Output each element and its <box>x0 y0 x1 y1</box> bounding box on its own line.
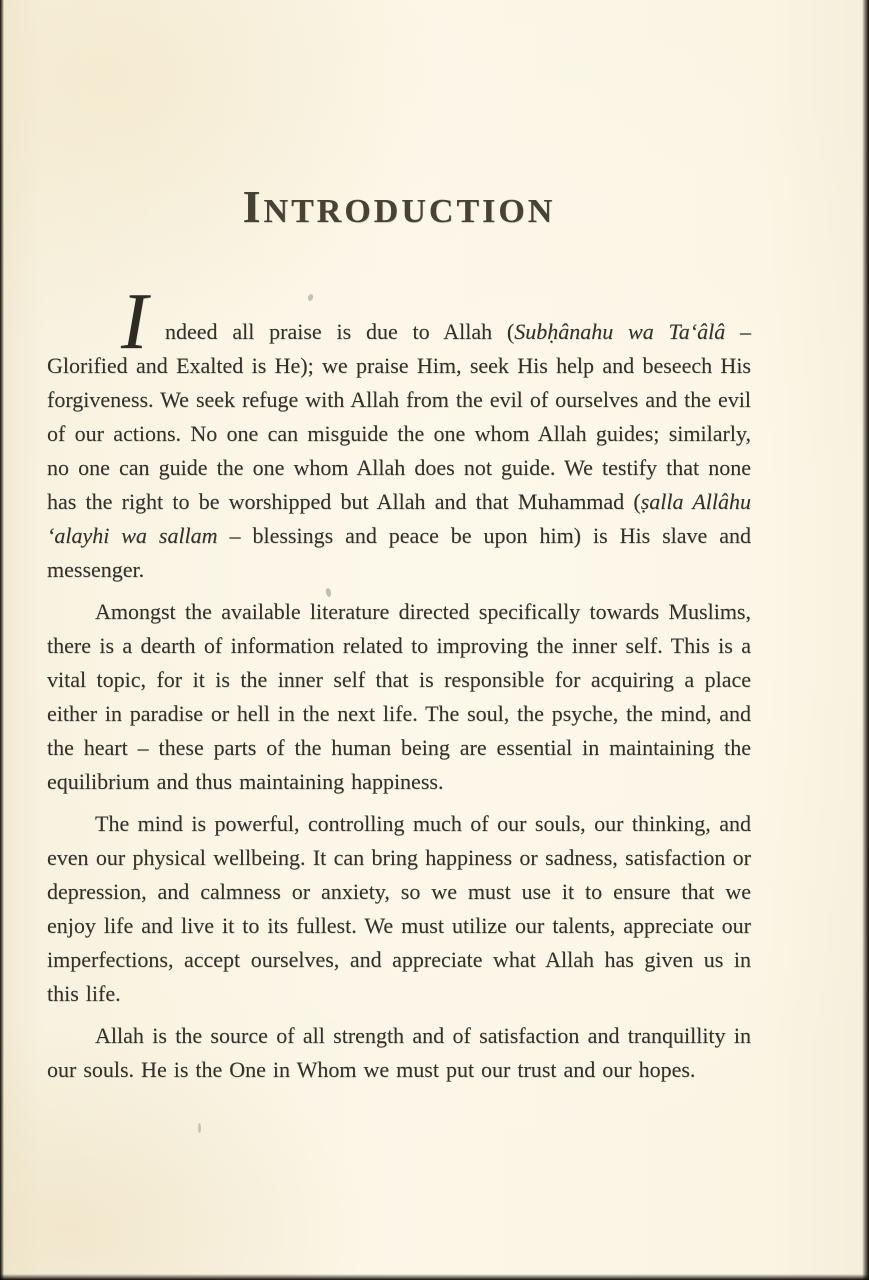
transliteration-italic: ṣalla Allâhu ‘alayhi wa sallam <box>47 489 751 548</box>
page-body <box>47 278 752 1087</box>
scan-edge-right <box>862 0 869 1280</box>
drop-cap: I <box>121 278 148 366</box>
body-text-segment: ndeed all praise is due to Allah ( <box>165 319 515 344</box>
body-text-segment: Allah is the source of all strength and of satisfaction and tranquillity in our souls. He is the One in Whom we must put our trust and our hopes. <box>47 1023 751 1082</box>
body-text-segment: – blessings and peace be upon him) is His slave and messenger. <box>47 523 751 582</box>
page-content <box>47 0 751 1095</box>
paragraph <box>47 595 751 799</box>
transliteration-italic: Subḥânahu wa Ta‘âlâ <box>514 319 726 344</box>
scan-speck <box>198 1123 201 1133</box>
scan-edge-bottom <box>0 1274 869 1280</box>
heading-first-letter: I <box>242 181 264 232</box>
body-text-segment: The mind is powerful, controlling much of our souls, our thinking, and even our physical wellbeing. It can bring happiness or sadness, satisfaction or depression, and calmness or anxiety, so we must use it to ensure that we enjoy life and live it to its fullest. We must utilize our talents, appreciate our imperfections, accept ourselves, and appreciate what Allah has given us in this life. <box>47 811 751 1006</box>
scan-edge-left <box>0 0 4 1280</box>
paragraph <box>47 1019 751 1087</box>
body-text-segment: – Glorified and Exalted is He); we praise Him, seek His help and beseech His forgiveness. We seek refuge with Allah from the evil of ourselves and the evil of our actions. No one can misguide the one whom Allah guides; similarly, no one can guide the one whom Allah does not guide. We testify that none has the right to be worshipped but Allah and that Muhammad ( <box>47 319 752 514</box>
body-text-segment: Amongst the available literature directed specifically towards Muslims, there is a dearth of information related to improving the inner self. This is a vital topic, for it is the inner self that is responsible for acquiring a place either in paradise or hell in the next life. The soul, the psyche, the mind, and the heart – these parts of the human being are essential in maintaining the equilibrium and thus maintaining happiness. <box>47 599 751 794</box>
paragraph <box>47 278 752 587</box>
page-heading <box>47 182 751 237</box>
heading-rest: NTRODUCTION <box>263 193 556 230</box>
paragraph <box>47 807 751 1011</box>
